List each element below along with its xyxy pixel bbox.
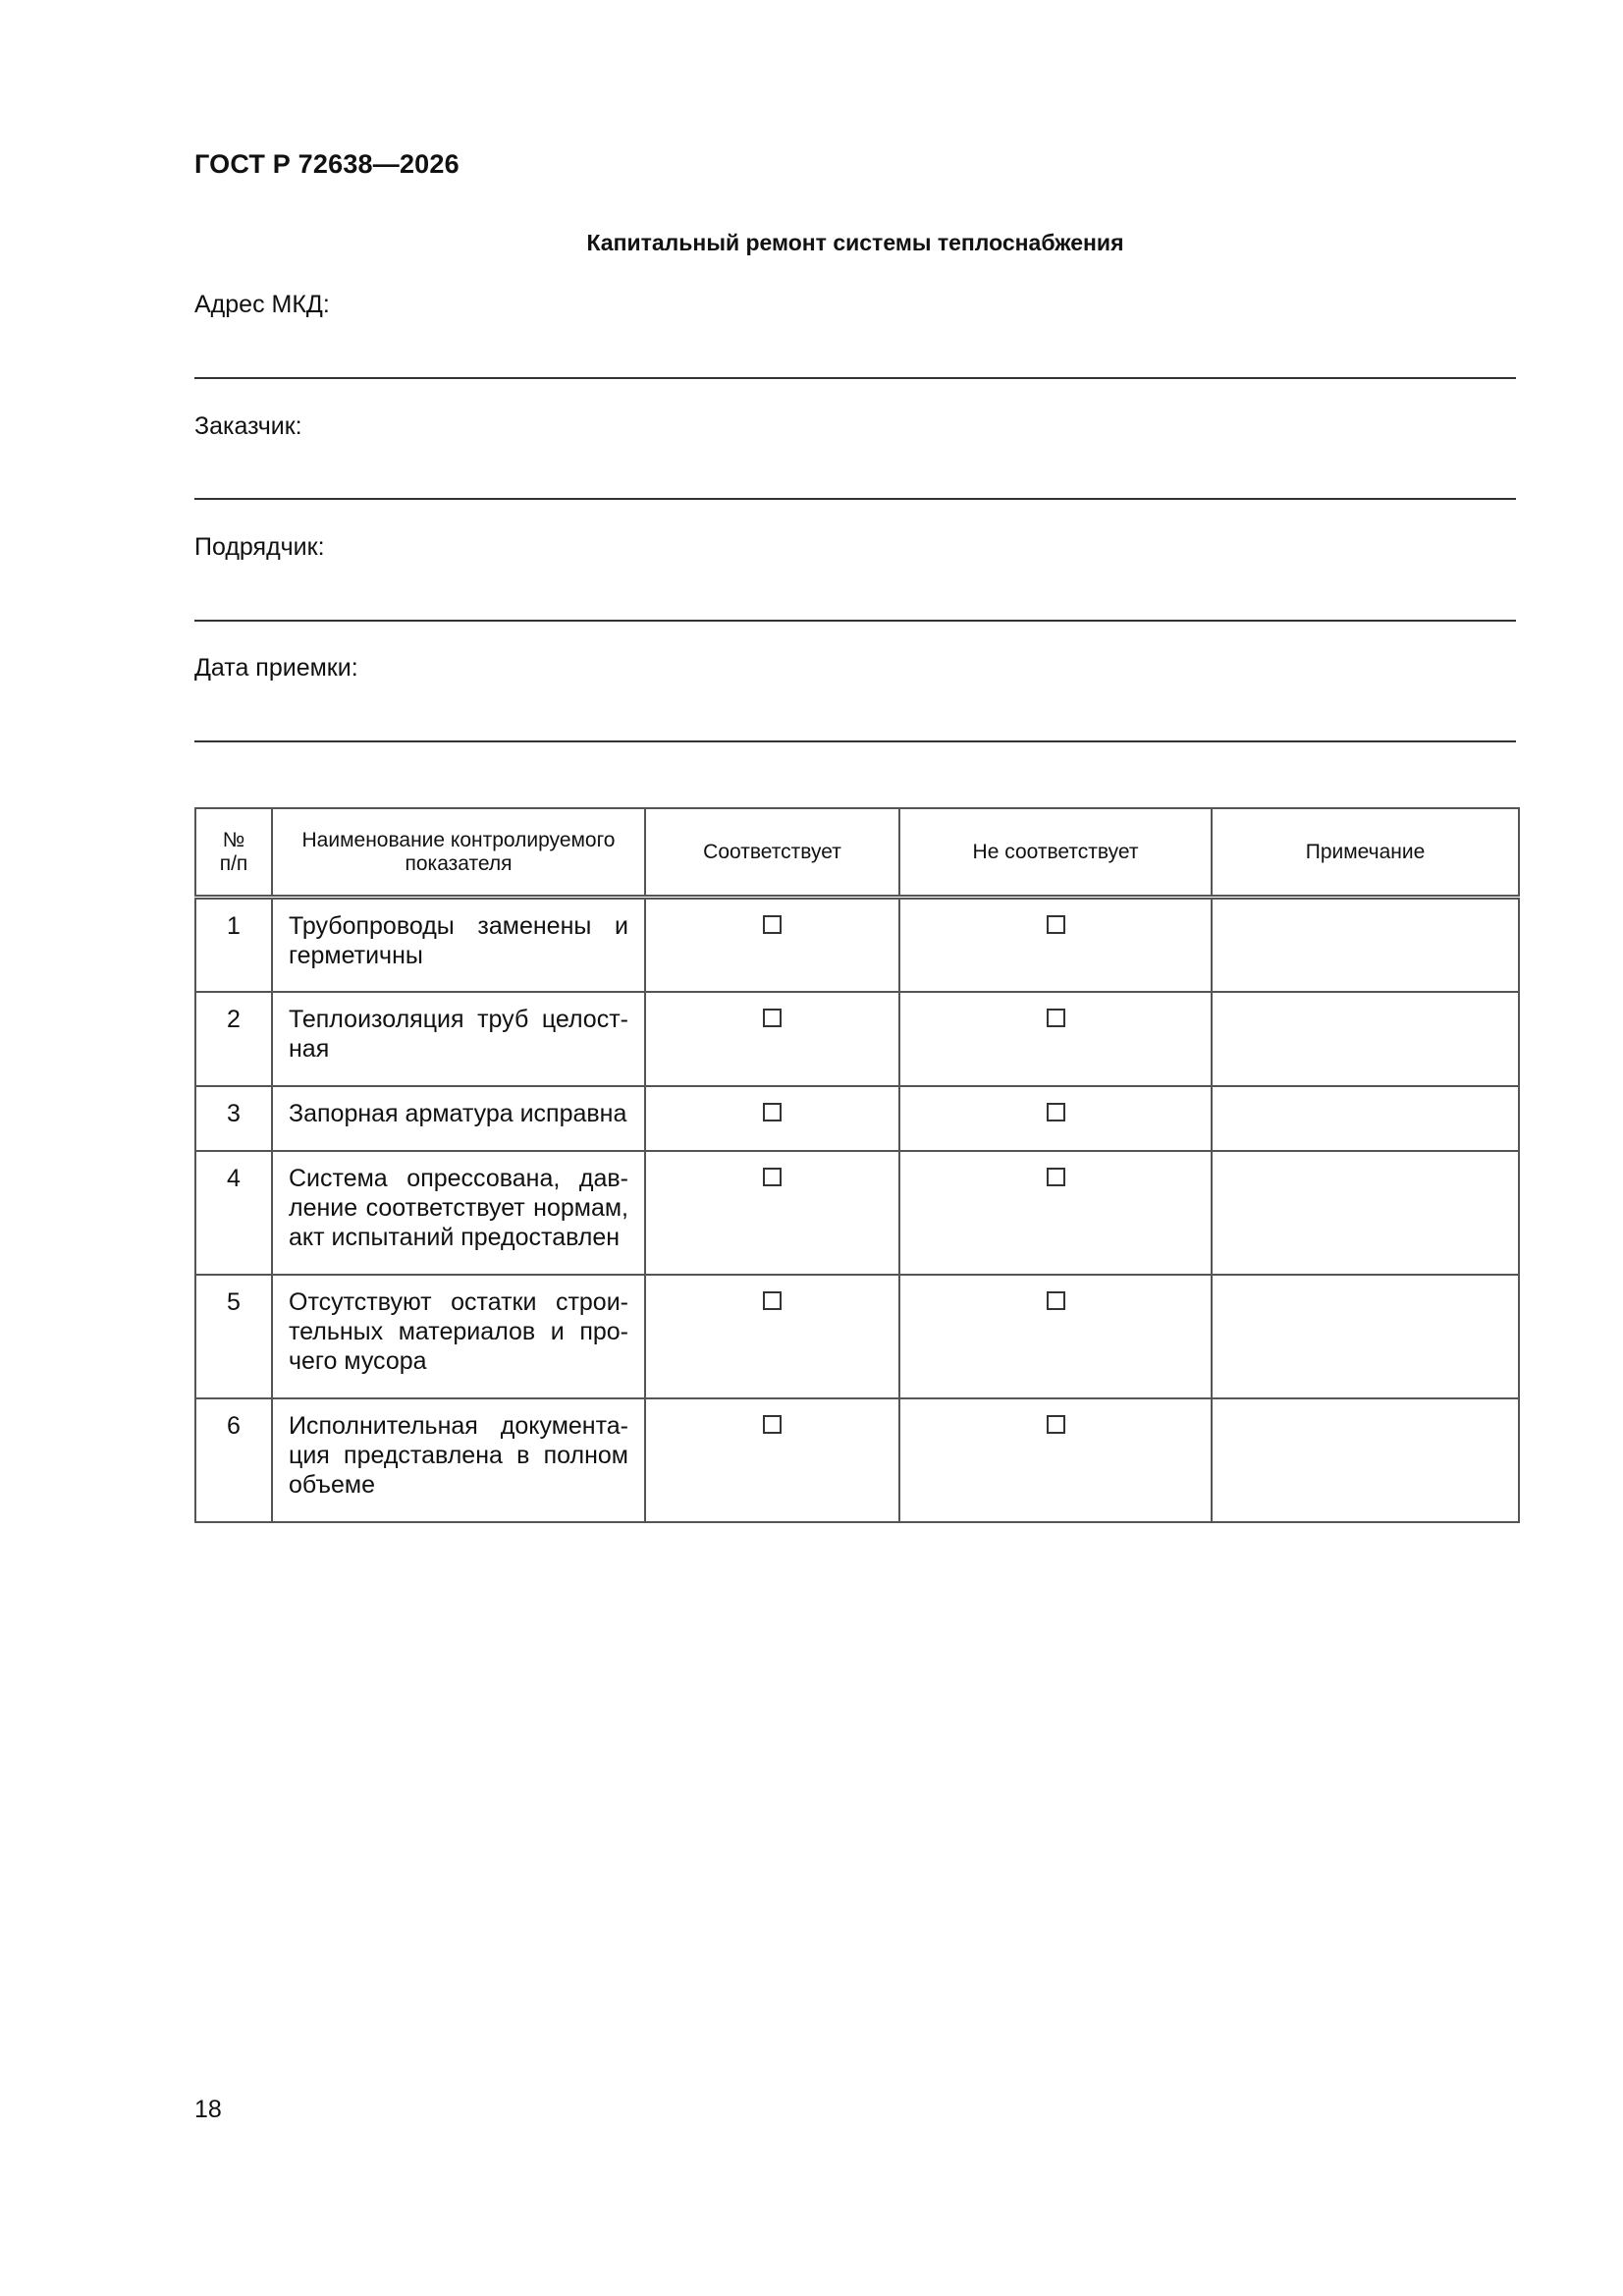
row-number: 1 [195,898,272,992]
complies-cell [645,898,899,992]
table-row [195,898,1519,992]
not-complies-cell [899,1398,1212,1522]
row-number: 6 [195,1398,272,1522]
address-field-line[interactable] [194,377,1516,379]
row-number: 5 [195,1275,272,1398]
not-complies-cell [899,1086,1212,1151]
contractor-field-line[interactable] [194,620,1516,622]
indicator-name: Система опрессована, дав-ление соответствует нормам, акт испытаний предоставлен [272,1151,645,1275]
note-cell[interactable] [1212,898,1519,992]
page-number: 18 [194,2096,222,2123]
not-complies-checkbox[interactable] [1047,1291,1065,1310]
customer-field-line[interactable] [194,498,1516,500]
table-header-row [195,808,1519,898]
indicator-name: Отсутствуют остатки строи-тельных материалов и про-чего мусора [272,1275,645,1398]
table-row [195,1275,1519,1398]
header-not-complies: Не соответствует [899,808,1212,898]
row-number: 4 [195,1151,272,1275]
complies-cell [645,1398,899,1522]
header-num-text: № п/п [219,828,248,875]
header-complies: Соответствует [645,808,899,898]
table-row [195,1151,1519,1275]
indicator-name: Запорная арматура исправна [272,1086,645,1151]
complies-checkbox[interactable] [763,1168,782,1186]
not-complies-checkbox[interactable] [1047,1009,1065,1027]
indicator-name: Трубопроводы заменены и герметичны [272,898,645,992]
customer-label: Заказчик: [194,412,302,440]
header-indicator-name: Наименование контролируемого показателя [272,808,645,898]
complies-checkbox[interactable] [763,1415,782,1434]
table-row [195,1398,1519,1522]
not-complies-cell [899,1151,1212,1275]
note-cell[interactable] [1212,1275,1519,1398]
note-cell[interactable] [1212,992,1519,1086]
complies-checkbox[interactable] [763,915,782,934]
document-title: Капитальный ремонт системы теплоснабжения [586,230,1124,255]
not-complies-checkbox[interactable] [1047,1168,1065,1186]
header-num [195,808,272,898]
indicator-name: Исполнительная документа-ция представлена в полном объеме [272,1398,645,1522]
standard-code: ГОСТ Р 72638—2026 [194,149,460,179]
complies-checkbox[interactable] [763,1009,782,1027]
complies-checkbox[interactable] [763,1103,782,1121]
not-complies-checkbox[interactable] [1047,1103,1065,1121]
complies-cell [645,992,899,1086]
note-cell[interactable] [1212,1398,1519,1522]
complies-cell [645,1086,899,1151]
not-complies-checkbox[interactable] [1047,915,1065,934]
acceptance-date-field-line[interactable] [194,740,1516,742]
table-row [195,992,1519,1086]
indicator-name: Теплоизоляция труб целост-ная [272,992,645,1086]
header-note: Примечание [1212,808,1519,898]
contractor-label: Подрядчик: [194,533,325,561]
complies-cell [645,1151,899,1275]
complies-cell [645,1275,899,1398]
not-complies-cell [899,1275,1212,1398]
complies-checkbox[interactable] [763,1291,782,1310]
acceptance-date-label: Дата приемки: [194,654,358,682]
address-label: Адрес МКД: [194,291,330,318]
note-cell[interactable] [1212,1151,1519,1275]
not-complies-cell [899,898,1212,992]
note-cell[interactable] [1212,1086,1519,1151]
row-number: 2 [195,992,272,1086]
not-complies-checkbox[interactable] [1047,1415,1065,1434]
not-complies-cell [899,992,1212,1086]
table-row [195,1086,1519,1151]
row-number: 3 [195,1086,272,1151]
inspection-table [194,807,1520,1523]
